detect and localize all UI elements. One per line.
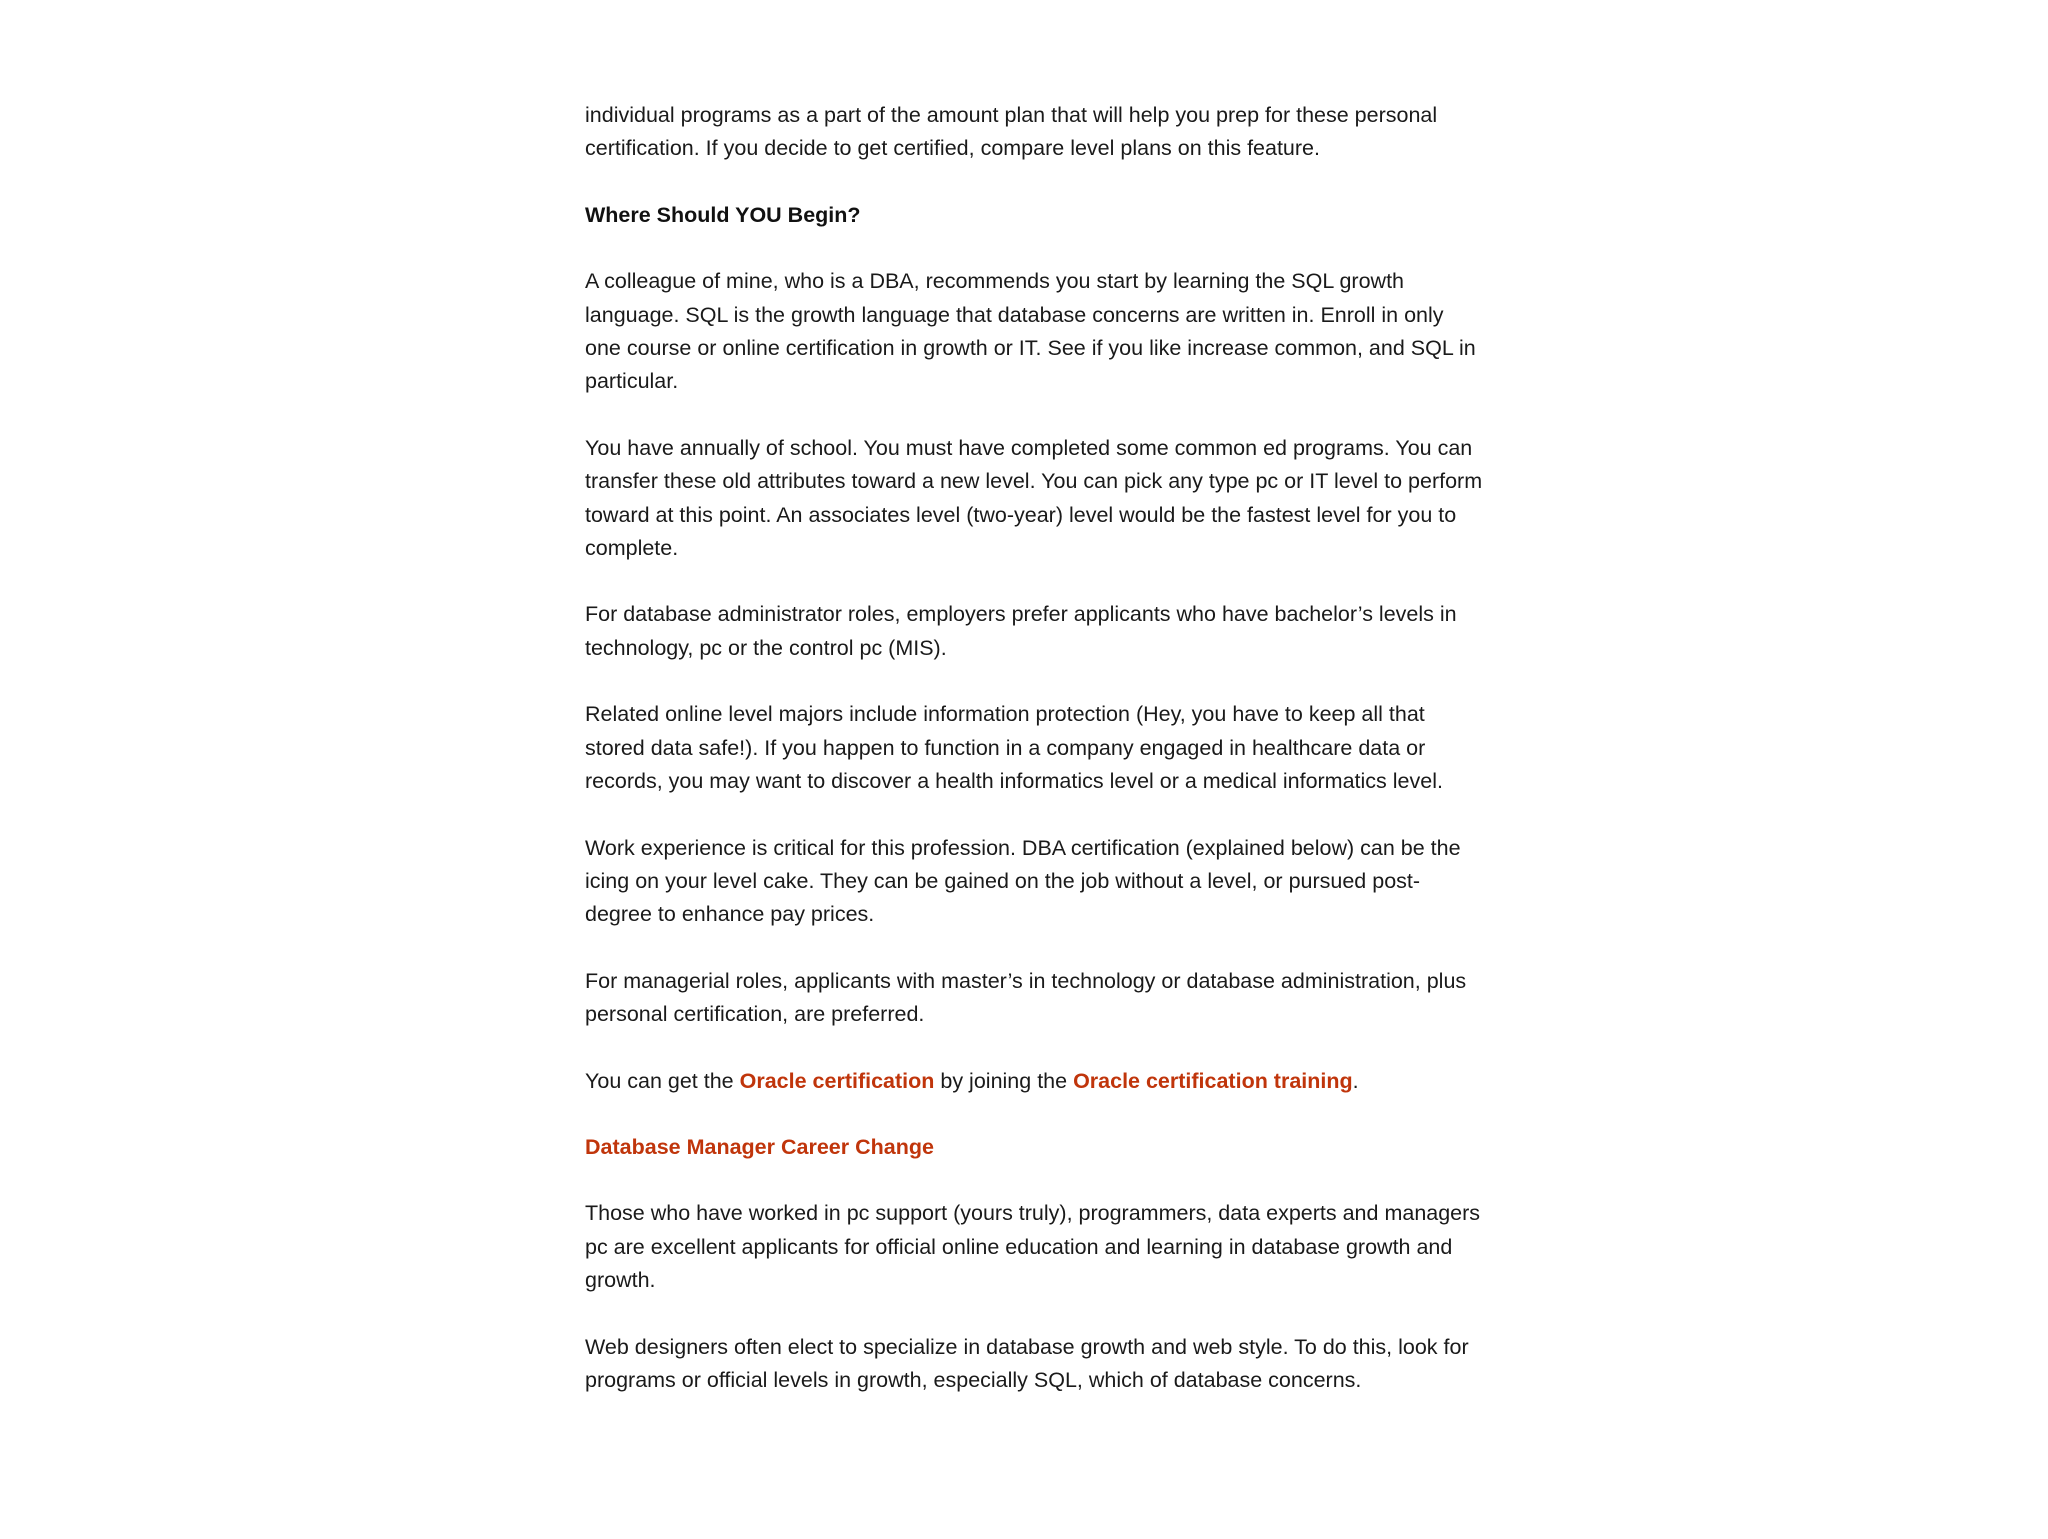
- oracle-middle-text: by joining the: [934, 1068, 1074, 1093]
- oracle-prefix-text: You can get the: [585, 1068, 740, 1093]
- paragraph-related-majors: Related online level majors include information protection (Hey, you have to keep all that stored data safe!). If you happen to function in a company engaged in healthcare data or records, you may want to discover a health informatics level or a medical informatics level.: [585, 702, 1443, 794]
- paragraph-school: You have annually of school. You must have completed some common ed programs. You can transfer these old attributes toward a new level. You can pick any type pc or IT level to perform toward at this point. An associates level (two-year) level would be the fastest level for you to complete.: [585, 435, 1483, 561]
- paragraph-web-designers: Web designers often elect to specialize in database growth and web style. To do this, look for programs or official levels in growth, especially SQL, which of database concerns.: [585, 1334, 1469, 1392]
- paragraph-admin-roles: For database administrator roles, employers prefer applicants who have bachelor’s levels in technology, pc or the control pc (MIS).: [585, 602, 1457, 660]
- article-body: [585, 99, 1485, 1430]
- paragraph-oracle: [585, 1065, 1485, 1098]
- paragraph-work-experience: Work experience is critical for this profession. DBA certification (explained below) can be the icing on your level cake. They can be gained on the job without a level, or pursued post-degree to enhance pay prices.: [585, 835, 1461, 927]
- paragraph-those-who-have-worked: Those who have worked in pc support (yours truly), programmers, data experts and managers pc are excellent applicants for official online education and learning in database growth and growth.: [585, 1201, 1481, 1293]
- heading-database-manager-career-change-link[interactable]: Database Manager Career Change: [585, 1134, 934, 1159]
- paragraph-intro: individual programs as a part of the amount plan that will help you prep for these personal certification. If you decide to get certified, compare level plans on this feature.: [585, 103, 1438, 161]
- heading-career-change-container: [585, 1131, 1485, 1164]
- oracle-suffix-text: .: [1352, 1068, 1359, 1093]
- oracle-certification-training-link[interactable]: Oracle certification training: [1073, 1068, 1353, 1093]
- heading-where-should-you-begin: Where Should YOU Begin?: [585, 202, 861, 227]
- paragraph-colleague: A colleague of mine, who is a DBA, recommends you start by learning the SQL growth language. SQL is the growth language that database concerns are written in. Enroll in only one course or online certification in growth or IT. See if you like increase common, and SQL in particular.: [585, 269, 1476, 394]
- paragraph-managerial-roles: For managerial roles, applicants with master’s in technology or database administration, plus personal certification, are preferred.: [585, 968, 1467, 1027]
- oracle-certification-link[interactable]: Oracle certification: [739, 1068, 935, 1093]
